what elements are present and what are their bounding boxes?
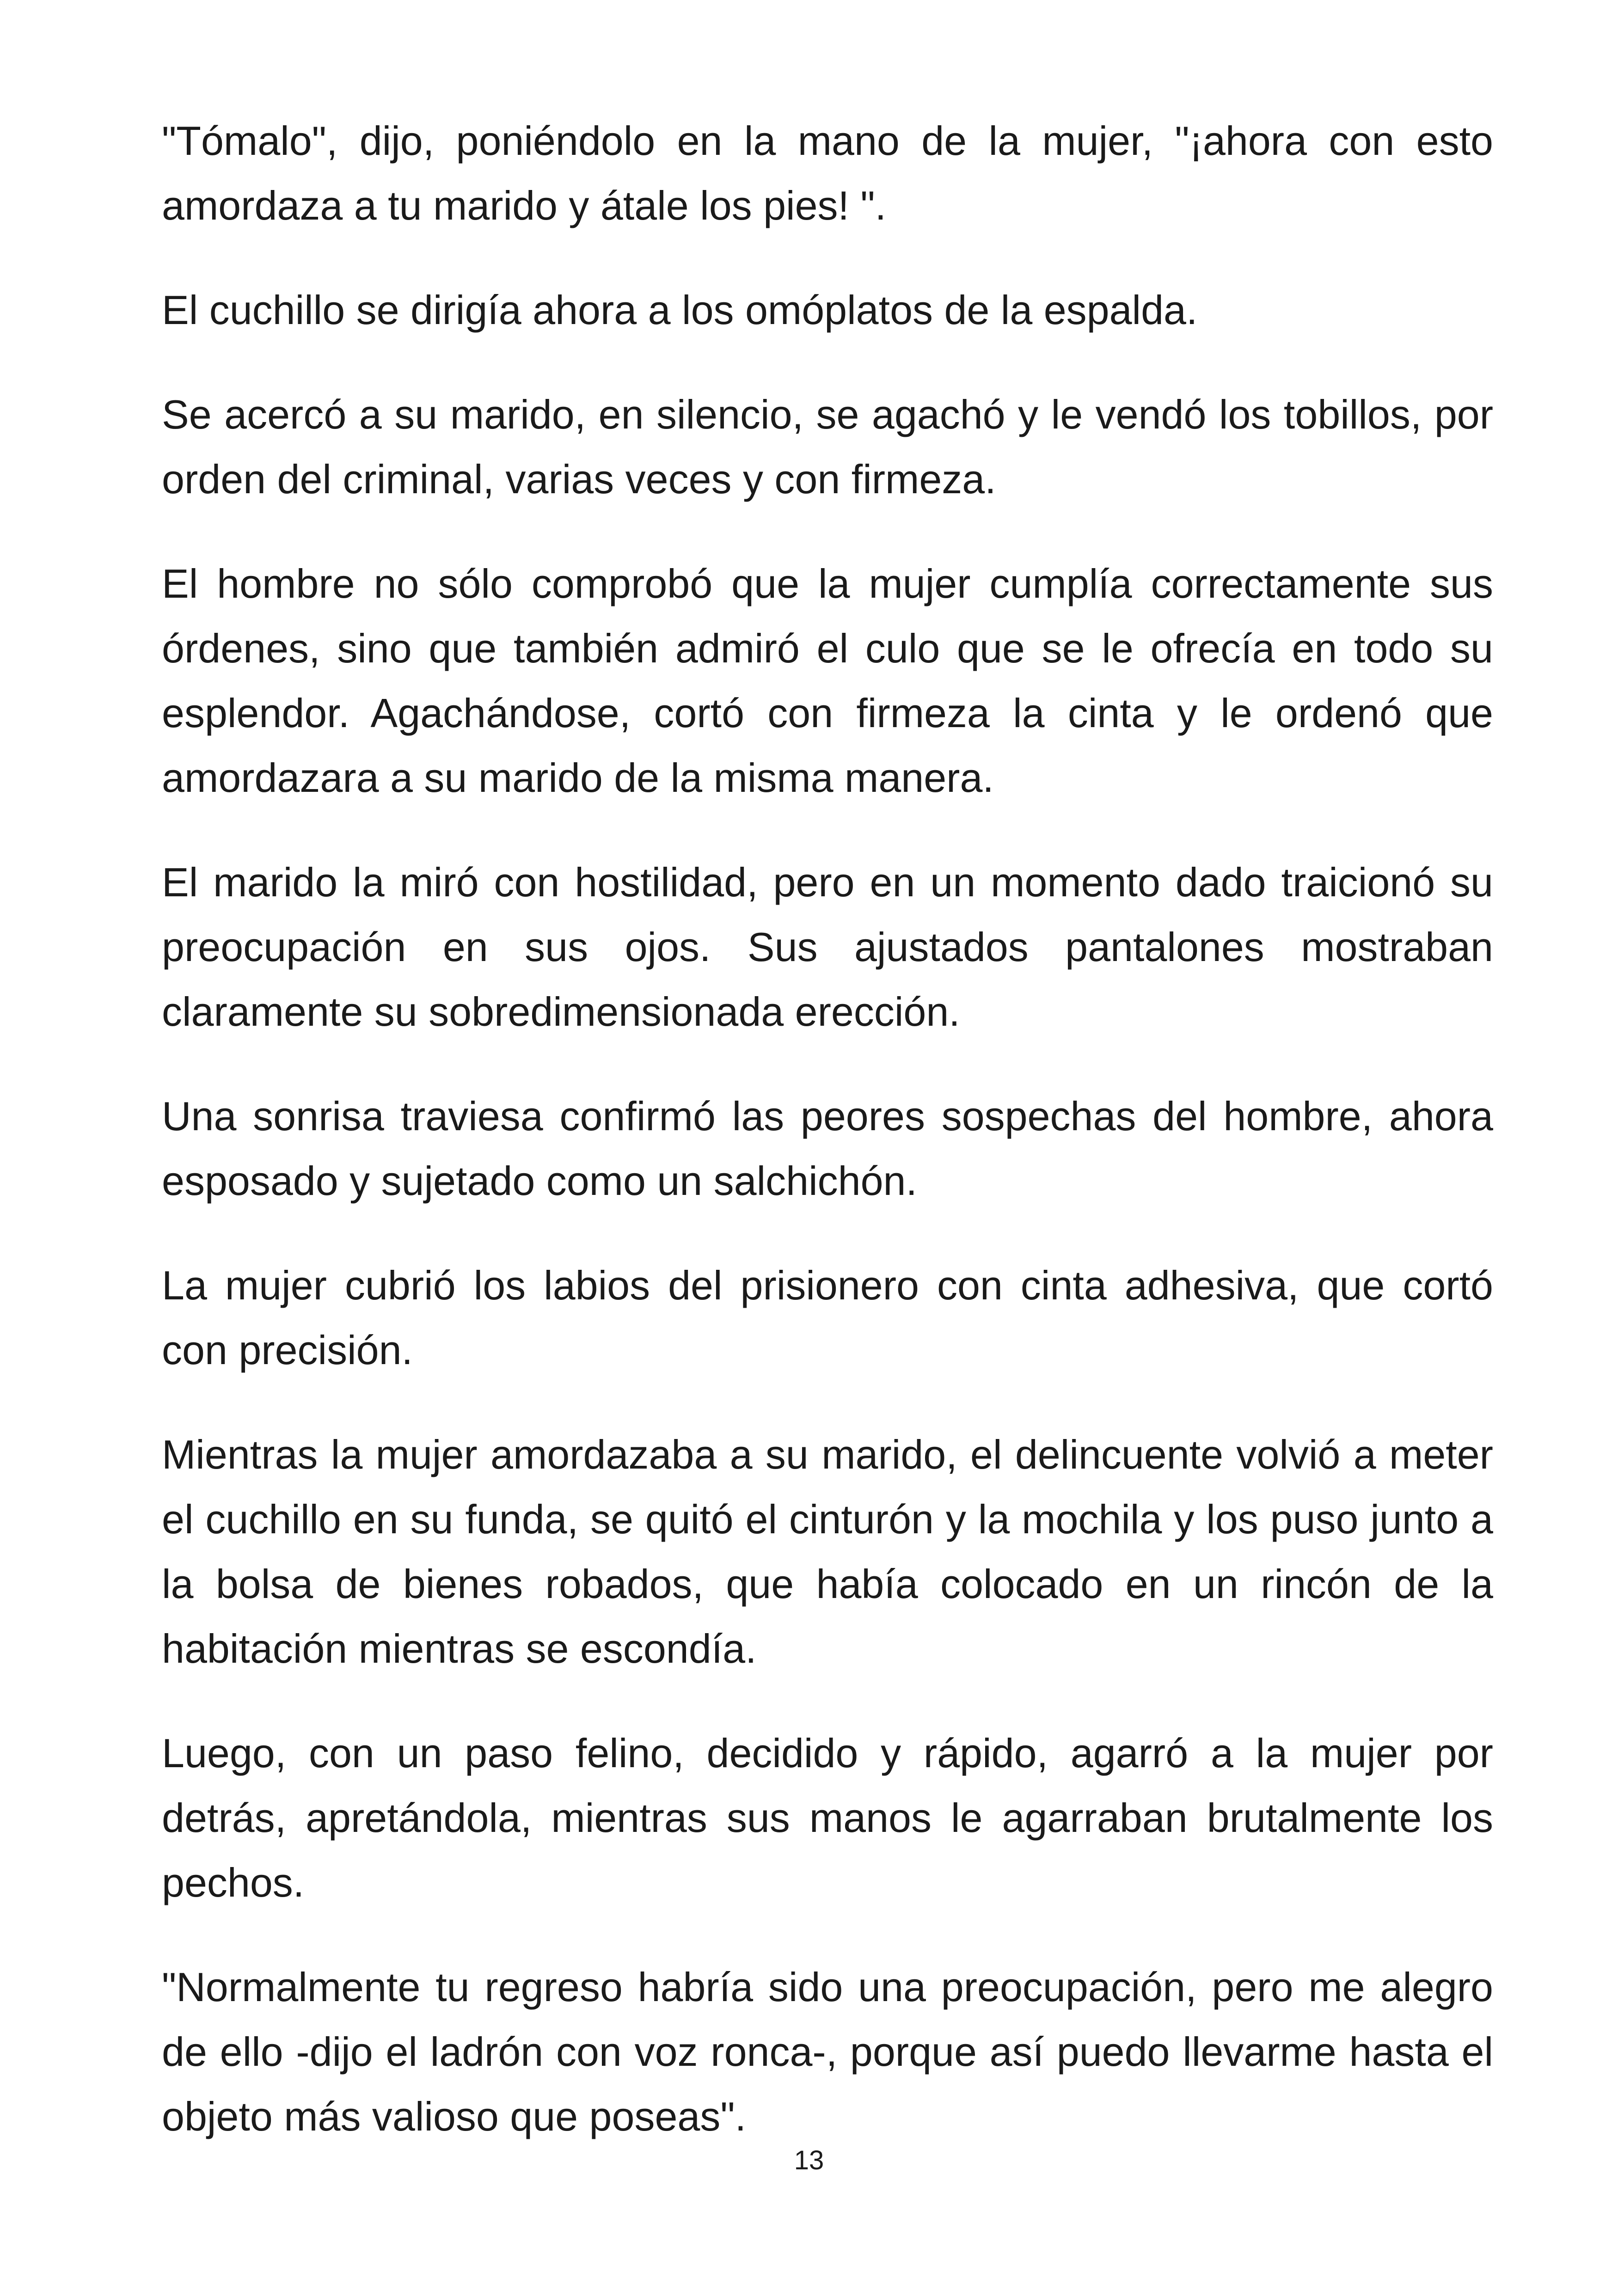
body-text (162, 109, 1493, 2189)
paragraph-7: La mujer cubrió los labios del prisionero con cinta adhesiva, que cortó con precisión. (162, 1262, 1493, 1373)
page-number: 13 (794, 2145, 824, 2175)
paragraph-4: El hombre no sólo comprobó que la mujer cumplía correctamente sus órdenes, sino que también admiró el culo que se le ofrecía en todo su esplendor. Agachándose, cortó con firmeza la cinta y le ordenó que amordazara a su marido de la misma manera. (162, 561, 1493, 801)
paragraph-2: El cuchillo se dirigía ahora a los omóplatos de la espalda. (162, 287, 1198, 333)
paragraph-1: "Tómalo", dijo, poniéndolo en la mano de la mujer, "¡ahora con esto amordaza a tu marido y átale los pies! ". (162, 118, 1493, 228)
paragraph-10: "Normalmente tu regreso habría sido una preocupación, pero me alegro de ello -dijo el ladrón con voz ronca-, porque así puedo llevarme hasta el objeto más valioso que poseas". (162, 1964, 1493, 2139)
paragraph-6: Una sonrisa traviesa confirmó las peores sospechas del hombre, ahora esposado y sujetado como un salchichón. (162, 1093, 1493, 1204)
paragraph-8: Mientras la mujer amordazaba a su marido, el delincuente volvió a meter el cuchillo en su funda, se quitó el cinturón y la mochila y los puso junto a la bolsa de bienes robados, que había colocado en un rincón de la habitación mientras se escondía. (162, 1432, 1493, 1671)
paragraph-5: El marido la miró con hostilidad, pero en un momento dado traicionó su preocupación en sus ojos. Sus ajustados pantalones mostraban claramente su sobredimensionada erección. (162, 859, 1493, 1035)
paragraph-3: Se acercó a su marido, en silencio, se agachó y le vendó los tobillos, por orden del criminal, varias veces y con firmeza. (162, 392, 1493, 502)
paragraph-9: Luego, con un paso felino, decidido y rápido, agarró a la mujer por detrás, apretándola, mientras sus manos le agarraban brutalmente los pechos. (162, 1730, 1493, 1905)
